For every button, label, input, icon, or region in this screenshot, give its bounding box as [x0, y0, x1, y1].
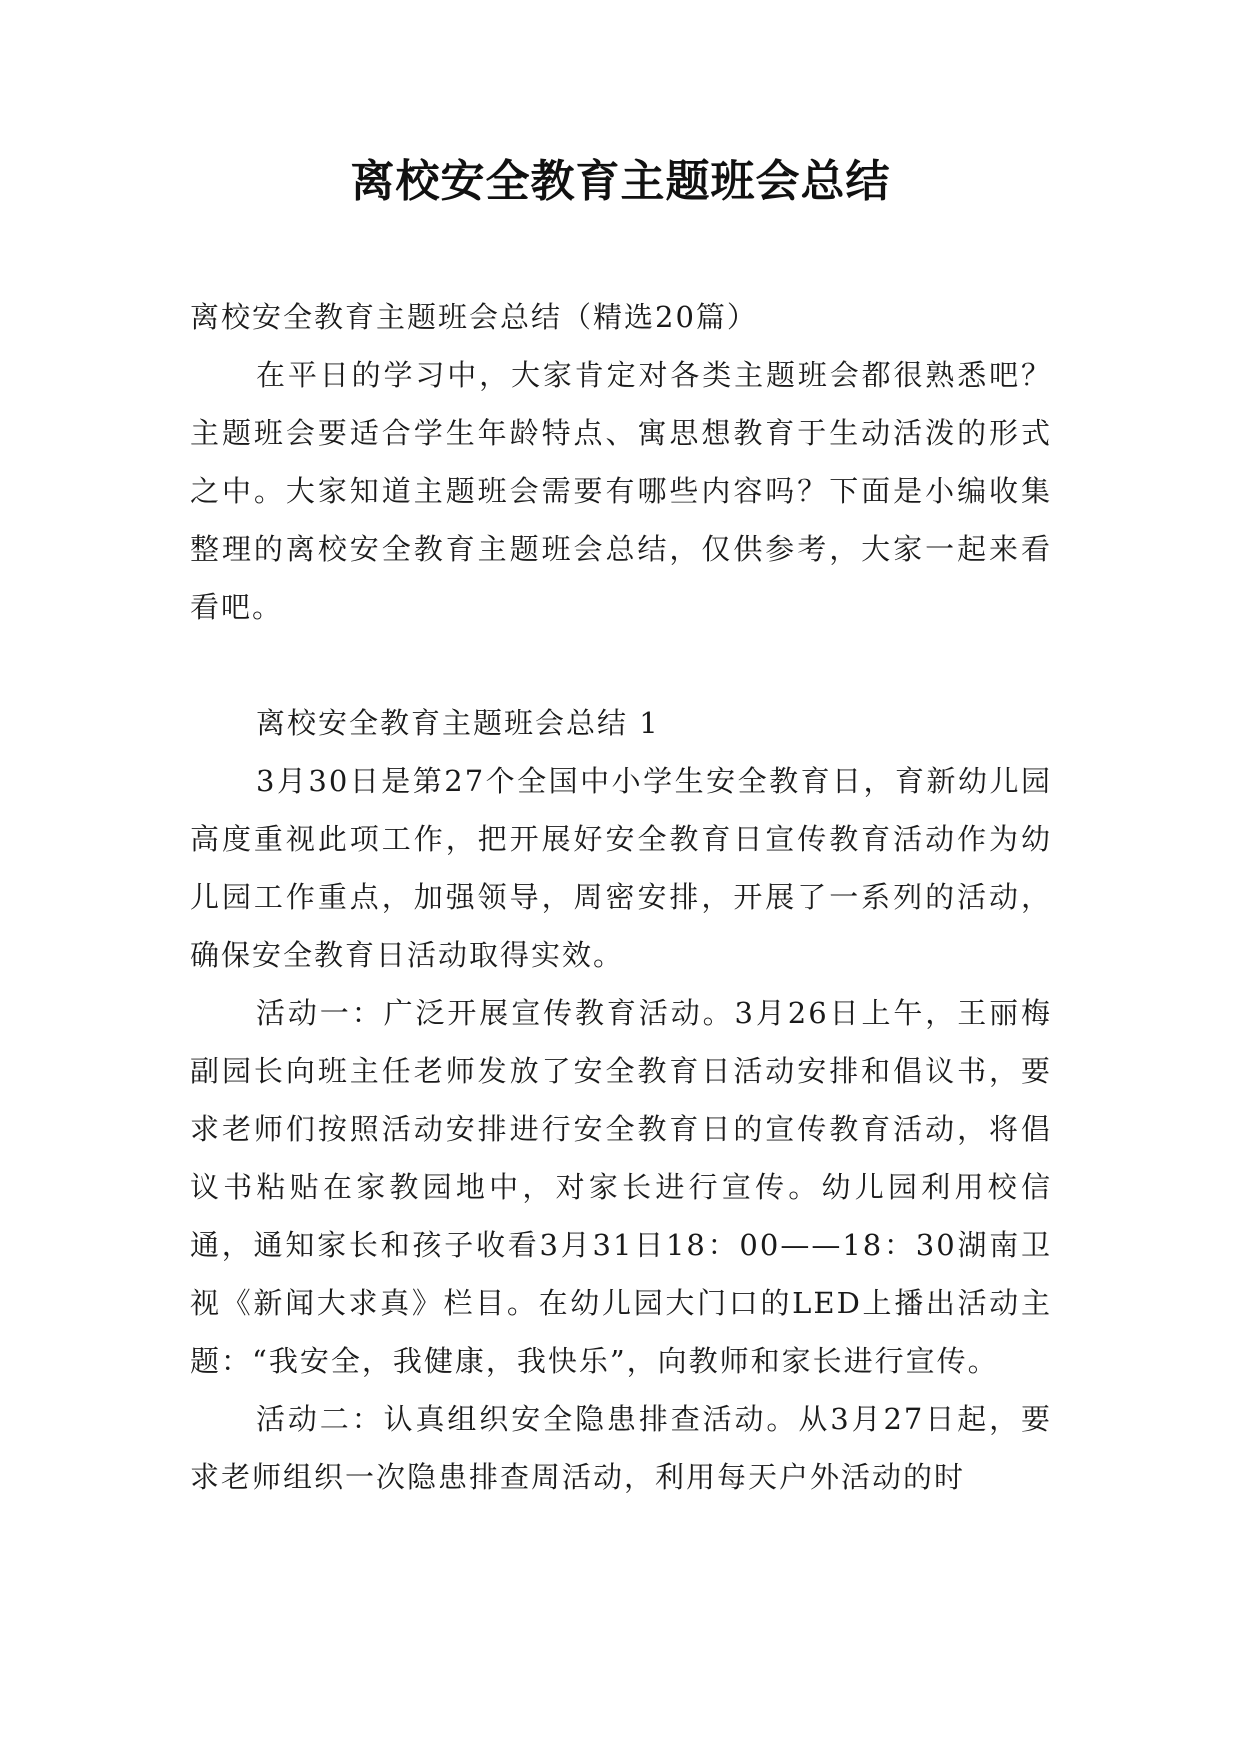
document-title: 离校安全教育主题班会总结 — [350, 156, 891, 207]
document-subtitle: 离校安全教育主题班会总结（精选20篇） — [190, 300, 758, 334]
body-paragraph: 活动二：认真组织安全隐患排查活动。从3月27日起，要求老师组织一次隐患排查周活动，利用每天户外活动的时 — [190, 1402, 1052, 1494]
document-body — [190, 288, 1052, 1506]
section-heading: 离校安全教育主题班会总结 1 — [256, 706, 660, 740]
body-paragraph: 3月30日是第27个全国中小学生安全教育日，育新幼儿园高度重视此项工作，把开展好安全教育日宣传教育活动作为幼儿园工作重点，加强领导，周密安排，开展了一系列的活动，确保安全教育日活动取得实效。 — [190, 764, 1052, 972]
body-paragraph: 活动一：广泛开展宣传教育活动。3月26日上午，王丽梅副园长向班主任老师发放了安全教育日活动安排和倡议书，要求老师们按照活动安排进行安全教育日的宣传教育活动，将倡议书粘贴在家教园地中，对家长进行宣传。幼儿园利用校信通，通知家长和孩子收看3月31日18：00——18：30湖南卫视《新闻大求真》栏目。在幼儿园大门口的LED上播出活动主题：“我安全，我健康，我快乐”，向教师和家长进行宣传。 — [190, 996, 1052, 1378]
section-spacer — [190, 636, 1052, 694]
intro-paragraph: 在平日的学习中，大家肯定对各类主题班会都很熟悉吧？主题班会要适合学生年龄特点、寓思想教育于生动活泼的形式之中。大家知道主题班会需要有哪些内容吗？下面是小编收集整理的离校安全教育主题班会总结，仅供参考，大家一起来看看吧。 — [190, 358, 1052, 624]
